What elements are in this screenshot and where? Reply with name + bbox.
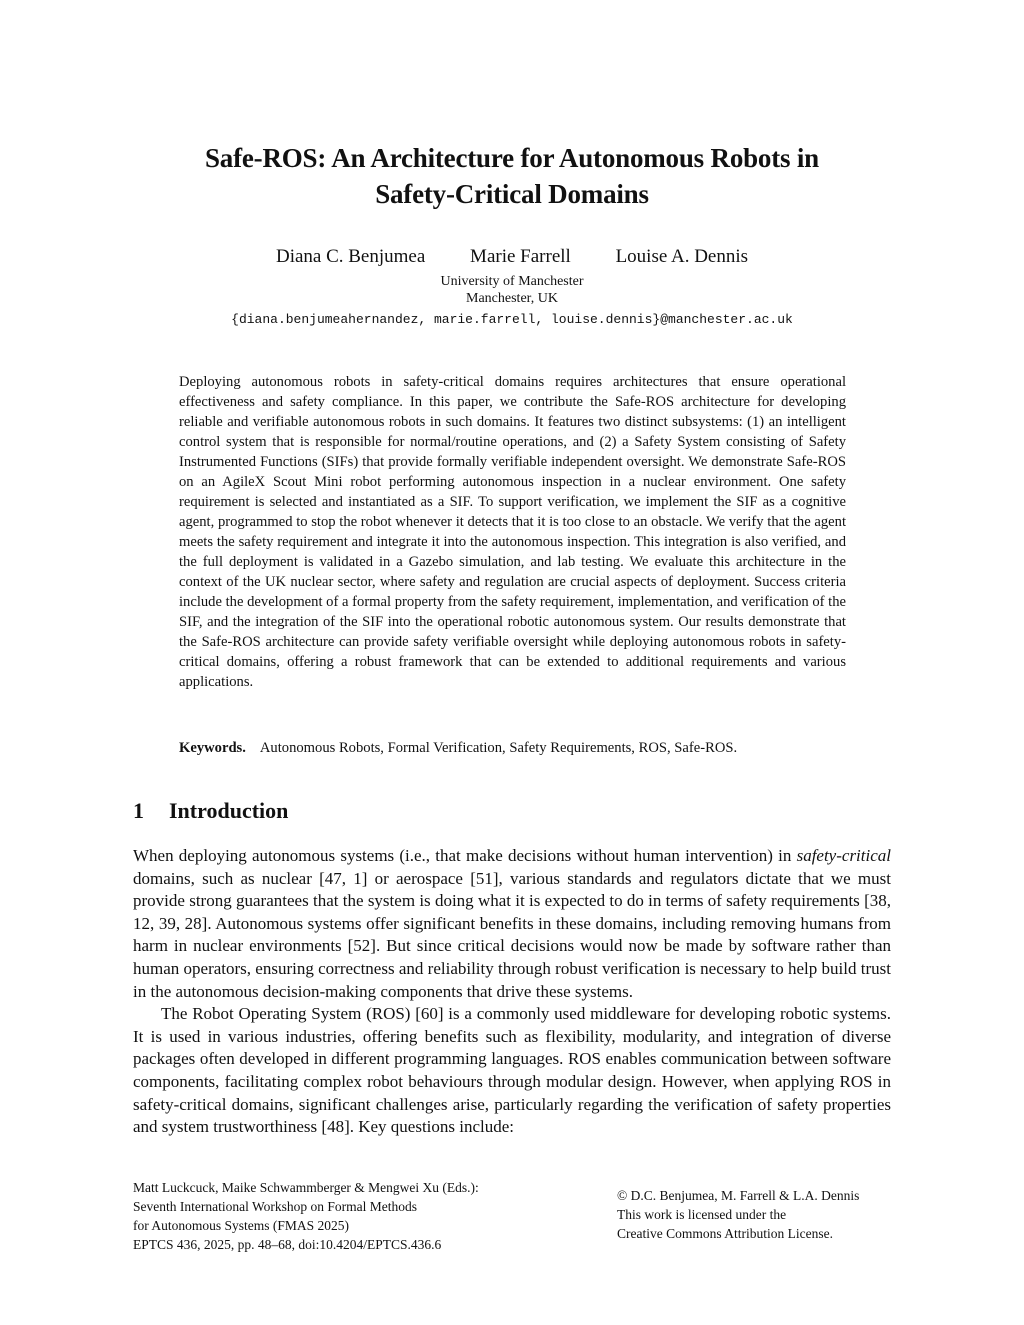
author-name: Marie Farrell [470,246,571,267]
section-heading [133,798,288,824]
paragraph-text: When deploying autonomous systems (i.e., that make decisions without human intervention) in [133,846,797,865]
title-line-1: Safe-ROS: An Architecture for Autonomous Robots in [204,143,820,173]
footer-line: EPTCS 436, 2025, pp. 48–68, doi:10.4204/EPTCS.436.6 [133,1237,442,1252]
paragraph [133,845,891,1003]
author-name: Diana C. Benjumea [275,246,426,267]
footer-line: Creative Commons Attribution License. [617,1226,833,1241]
affiliation-location: Manchester, UK [466,291,558,306]
affiliation-institution: University of Manchester [440,274,584,289]
keywords-label: Keywords. [179,740,246,756]
footer-line: Matt Luckcuck, Maike Schwammberger & Mengwei Xu (Eds.): [133,1180,479,1195]
author-emails: {diana.benjumeahernandez, marie.farrell, louise.dennis}@manchester.ac.uk [231,312,793,327]
title-line-2: Safety-Critical Domains [375,179,649,209]
keywords [179,740,846,757]
footer-line: for Autonomous Systems (FMAS 2025) [133,1218,350,1233]
paragraph: The Robot Operating System (ROS) [60] is a commonly used middleware for developing robotic systems. It is used in various industries, offering benefits such as flexibility, modularity, and integration of diverse packages often developed in different programming languages. ROS enables communication between software components, facilitating complex robot behaviours through modular design. However, when applying ROS in safety-critical domains, significant challenges arise, particularly regarding the verification of safety properties and system trustworthiness [48]. Key questions include: [133,1004,891,1137]
author-list [0,244,1024,270]
footer-line: © D.C. Benjumea, M. Farrell & L.A. Dennis [617,1188,860,1203]
footer-publication-info [133,1178,479,1254]
section-body [133,845,891,1139]
section-number: 1 [133,798,144,823]
footer-license [617,1186,859,1243]
footer-line: This work is licensed under the [617,1207,787,1222]
paragraph-text: domains, such as nuclear [47, 1] or aerospace [51], various standards and regulators dictate that we must provide strong guarantees that the system is doing what it is expected to do in terms of safety requirements [38, 12, 39, 28]. Autonomous systems offer significant benefits in these domains, including removing humans from harm in nuclear environments [52]. But since critical decisions would now be made by software rather than human operators, ensuring correctness and reliability through robust verification is necessary to help build trust in the autonomous decision-making components that drive these systems. [133,868,891,1001]
affiliation [0,273,1024,307]
abstract: Deploying autonomous robots in safety-critical domains requires architectures that ensure operational effectiveness and safety compliance. In this paper, we contribute the Safe-ROS architecture for developing reliable and verifiable autonomous robots in such domains. It features two distinct subsystems: (1) an intelligent control system that is responsible for normal/routine operations, and (2) a Safety System consisting of Safety Instrumented Functions (SIFs) that provide formally verifiable independent oversight. We demonstrate Safe-ROS on an AgileX Scout Mini robot performing autonomous inspection in a nuclear environment. One safety requirement is selected and instantiated as a SIF. To support verification, we implement the SIF as a cognitive agent, programmed to stop the robot whenever it detects that it is too close to an obstacle. We verify that the agent meets the safety requirement and integrate it into the autonomous inspection. This integration is also verified, and the full deployment is validated in a Gazebo simulation, and lab testing. We evaluate this architecture in the context of the UK nuclear sector, where safety and regulation are crucial aspects of deployment. Success criteria include the development of a formal property from the safety requirement, implementation, and verification of the SIF, and the integration of the SIF into the operational robotic autonomous system. Our results demonstrate that the Safe-ROS architecture can provide safety verifiable oversight while deploying autonomous robots in safety-critical domains, offering a robust framework that can be extended to additional requirements and various applications. [179,374,846,690]
paper-title [0,140,1024,212]
emphasis-text: safety-critical [796,846,891,865]
author-name: Louise A. Dennis [615,246,749,267]
footer-line: Seventh International Workshop on Formal Methods [133,1199,418,1214]
keywords-list: Autonomous Robots, Formal Verification, Safety Requirements, ROS, Safe-ROS. [259,740,738,756]
section-title: Introduction [169,798,289,823]
